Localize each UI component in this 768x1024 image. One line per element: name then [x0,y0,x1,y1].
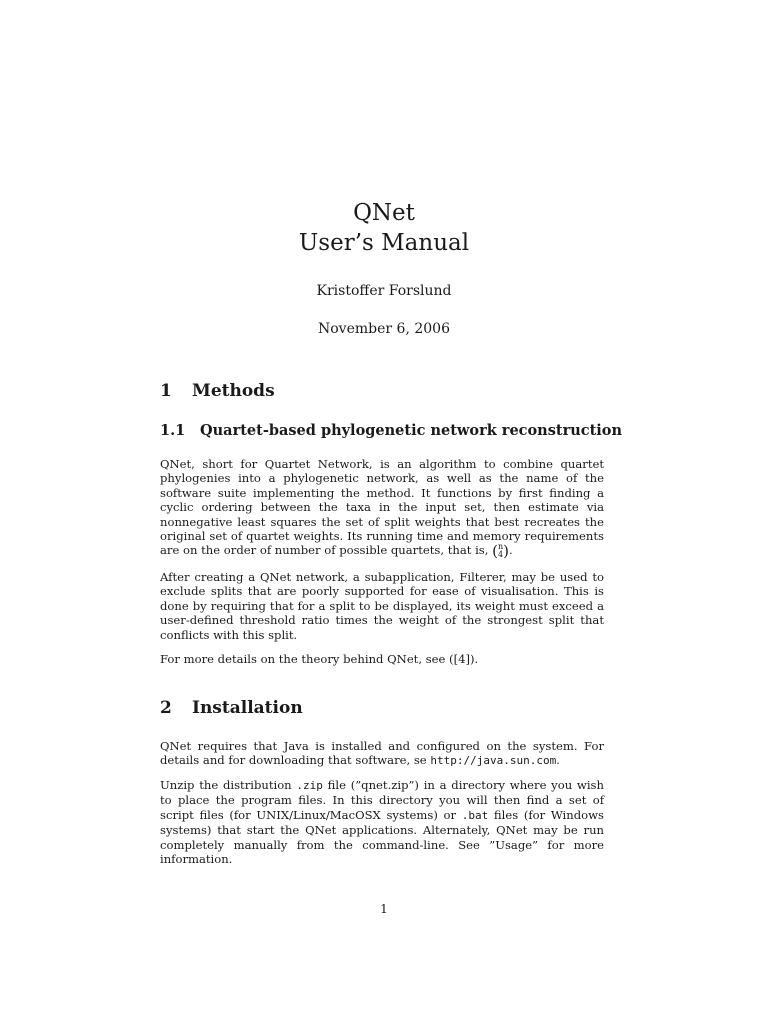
section-heading-methods [160,380,275,402]
author-name: Kristoffer Forslund [316,283,452,299]
paragraph-end: . [556,753,560,768]
paragraph-more-details: For more details on the theory behind QNet, see ([4]). [160,652,479,666]
subsection-title: Quartet-based phylogenetic network reconstruction [200,422,623,439]
document-date: November 6, 2006 [318,321,450,337]
paragraph-text: Unzip the distribution [160,778,292,792]
subsection-number: 1.1 [160,422,186,439]
section-number: 2 [160,698,172,718]
section-heading-installation [160,697,303,719]
paragraph-qnet-description [160,457,604,559]
java-url-link[interactable]: http://java.sun.com [430,754,557,768]
binomial-coefficient: (n 4) [492,542,510,561]
bat-extension: .bat [461,808,489,822]
paragraph-text: QNet requires that Java is installed and configured on the system. For details and for downloading that software, se [160,739,604,768]
paragraph-filterer: After creating a QNet network, a subapplication, Filterer, may be used to exclude splits that are poorly supported for ease of visualisation. This is done by requiring that for a split to be displayed, its weight must exceed a user-defined threshold ratio times the weight of the strongest split that conflicts with this split. [160,570,604,642]
section-title: Installation [192,698,303,718]
binom-top: n [498,542,504,552]
paragraph-end: . [509,543,513,558]
zip-extension: .zip [296,779,323,792]
subsection-heading [160,421,622,441]
paragraph-text: file (”qnet.zip”) in a directory where you wish to place the program files. In this directory you will then find a set of script files (for UNIX/Linux/MacOSX systems) or [160,778,604,822]
document-title: QNet [353,200,415,226]
paragraph-text: QNet, short for Quartet Network, is an algorithm to combine quartet phylogenies into a phylogenetic network, as well as the name of the software suite implementing the method. It functions by first finding a cyclic ordering between the taxa in the input set, then estimate via nonnegative least squares the set of split weights that best recreates the original set of quartet weights. Its running time and memory requirements are on the order of number of possible quartets, that is, [160,457,604,558]
section-title: Methods [192,381,275,401]
document-subtitle: User’s Manual [298,230,470,256]
binom-bottom: 4 [498,550,504,560]
paragraph-text: files (for Windows systems) that start the QNet applications. Alternately, QNet may be run completely manually from the command-line. See ”Usage” for more information. [160,807,605,867]
paragraph-java-requirement [160,739,604,769]
section-number: 1 [160,381,172,401]
paragraph-unzip-instructions [160,778,604,866]
page-number: 1 [380,902,388,916]
